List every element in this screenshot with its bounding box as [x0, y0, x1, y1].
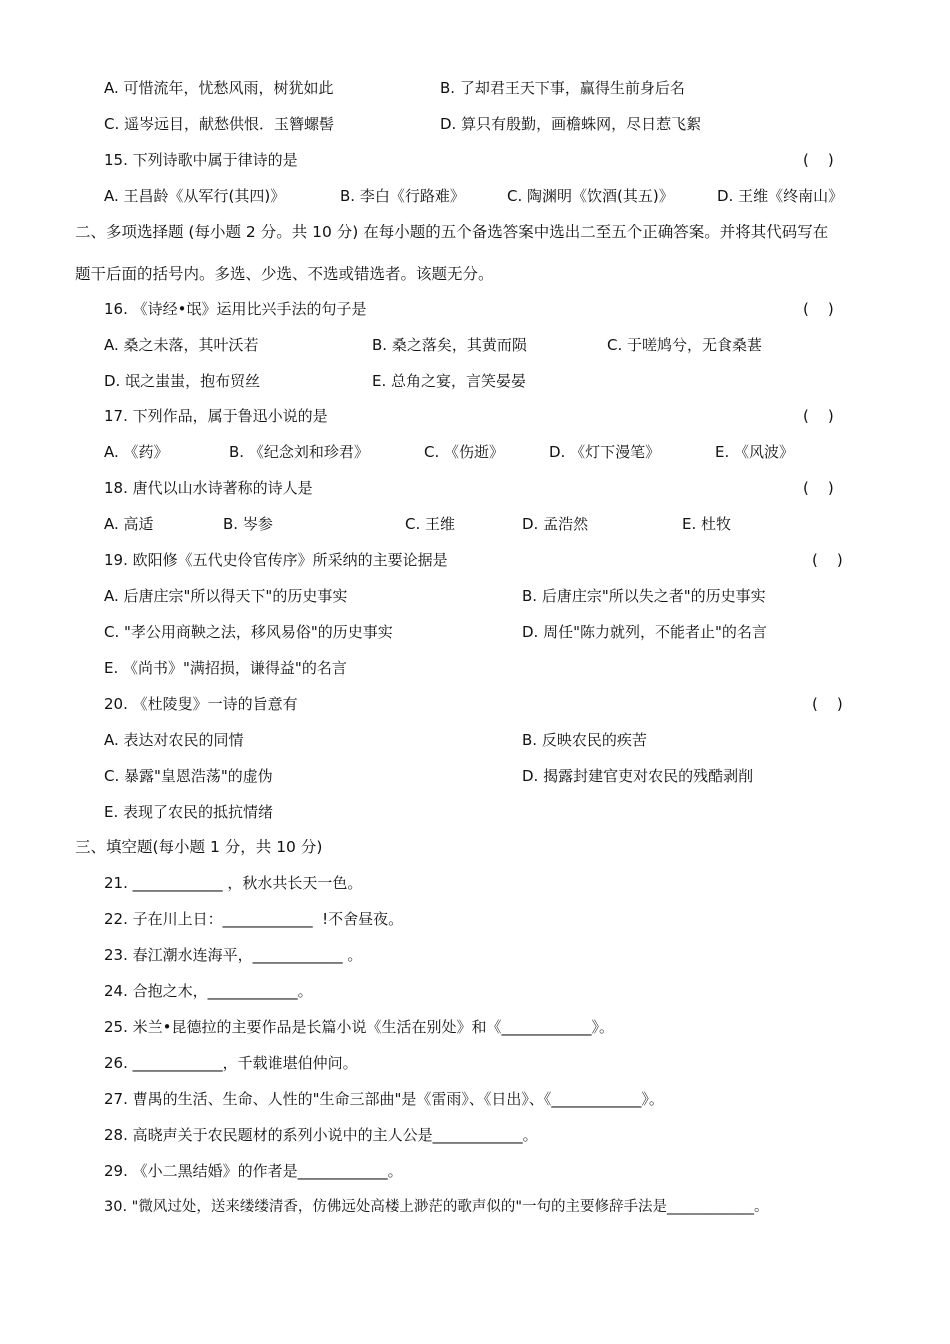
- q19-option-d: D. 周任"陈力就列，不能者止"的名言: [522, 623, 767, 641]
- q20-option-b: B. 反映农民的疾苦: [522, 731, 647, 749]
- q17-option-a: A. 《药》: [104, 443, 169, 461]
- q19-option-c: C. "孝公用商鞅之法，移风易俗"的历史事实: [104, 623, 393, 641]
- fill-question-29: 29. 《小二黑结婚》的作者是____________。: [104, 1162, 403, 1180]
- q14-option-a: A. 可惜流年，忧愁风雨，树犹如此: [104, 79, 334, 97]
- q16-option-b: B. 桑之落矣，其黄而陨: [372, 336, 527, 354]
- q18-option-d: D. 孟浩然: [522, 515, 589, 533]
- q18-stem: 18. 唐代以山水诗著称的诗人是: [104, 479, 313, 497]
- fill-question-30: 30. "微风过处，送来缕缕清香，仿佛远处高楼上渺茫的歌声似的"一句的主要修辞手法是____________。: [104, 1199, 769, 1215]
- q16-option-d: D. 氓之蚩蚩，抱布贸丝: [104, 372, 261, 390]
- q15-option-c: C. 陶渊明《饮酒(其五)》: [507, 187, 674, 205]
- q19-option-a: A. 后唐庄宗"所以得天下"的历史事实: [104, 587, 348, 605]
- q18-answer-paren[interactable]: ( ): [803, 479, 834, 497]
- q18-option-c: C. 王维: [405, 515, 456, 533]
- section-2-heading-cont: 题干后面的括号内。多选、少选、不选或错选者。该题无分。: [75, 265, 494, 283]
- q17-answer-paren[interactable]: ( ): [803, 407, 834, 425]
- q20-option-d: D. 揭露封建官吏对农民的残酷剥削: [522, 767, 754, 785]
- fill-question-28: 28. 高晓声关于农民题材的系列小说中的主人公是____________。: [104, 1126, 538, 1144]
- q16-option-e: E. 总角之宴，言笑晏晏: [372, 372, 527, 390]
- section-2-heading: 二、多项选择题 (每小题 2 分。共 10 分) 在每小题的五个备选答案中选出二至五个正确答案。并将其代码写在: [75, 223, 829, 241]
- q17-option-b: B. 《纪念刘和珍君》: [229, 443, 369, 461]
- q20-answer-paren[interactable]: ( ): [812, 695, 843, 713]
- q15-option-a: A. 王昌龄《从军行(其四)》: [104, 187, 286, 205]
- q18-option-e: E. 杜牧: [682, 515, 732, 533]
- fill-question-25: 25. 米兰•昆德拉的主要作品是长篇小说《生活在别处》和《____________》。: [104, 1018, 614, 1036]
- fill-question-24: 24. 合抱之木，____________。: [104, 982, 313, 1000]
- q17-option-c: C. 《伤逝》: [424, 443, 505, 461]
- q15-option-d: D. 王维《终南山》: [717, 187, 844, 205]
- q19-option-e: E. 《尚书》"满招损，谦得益"的名言: [104, 659, 347, 677]
- q16-option-a: A. 桑之未落，其叶沃若: [104, 336, 259, 354]
- q16-stem: 16. 《诗经•氓》运用比兴手法的句子是: [104, 300, 367, 318]
- section-3-heading: 三、填空题(每小题 1 分，共 10 分): [75, 838, 323, 856]
- q20-option-c: C. 暴露"皇恩浩荡"的虚伪: [104, 767, 273, 785]
- q15-option-b: B. 李白《行路难》: [340, 187, 465, 205]
- q19-option-b: B. 后唐庄宗"所以失之者"的历史事实: [522, 587, 766, 605]
- q14-option-b: B. 了却君王天下事，赢得生前身后名: [440, 79, 685, 97]
- fill-question-22: 22. 子在川上日：____________ !不舍昼夜。: [104, 910, 404, 928]
- q17-stem: 17. 下列作品，属于鲁迅小说的是: [104, 407, 328, 425]
- q17-option-e: E. 《风波》: [715, 443, 795, 461]
- q16-answer-paren[interactable]: ( ): [803, 300, 834, 318]
- q20-stem: 20. 《杜陵叟》一诗的旨意有: [104, 695, 298, 713]
- q18-option-b: B. 岑参: [223, 515, 273, 533]
- q19-answer-paren[interactable]: ( ): [812, 551, 843, 569]
- q20-option-e: E. 表现了农民的抵抗情绪: [104, 803, 274, 821]
- fill-question-21: 21. ____________ ，秋水共长天一色。: [104, 874, 363, 892]
- q19-stem: 19. 欧阳修《五代史伶官传序》所采纳的主要论据是: [104, 551, 448, 569]
- fill-question-27: 27. 曹禺的生活、生命、人性的"生命三部曲"是《雷雨》、《日出》、《____________》。: [104, 1090, 664, 1108]
- fill-question-26: 26. ____________，千载谁堪伯仲问。: [104, 1054, 358, 1072]
- q18-option-a: A. 高适: [104, 515, 154, 533]
- q14-option-d: D. 算只有殷勤，画檐蛛网，尽日惹飞絮: [440, 115, 702, 133]
- q16-option-c: C. 于嗟鸠兮，无食桑葚: [607, 336, 763, 354]
- q14-option-c: C. 遥岑远目，献愁供恨．玉簪螺髻: [104, 115, 335, 133]
- fill-question-23: 23. 春江潮水连海平，____________ 。: [104, 946, 363, 964]
- q15-answer-paren[interactable]: ( ): [803, 151, 834, 169]
- q17-option-d: D. 《灯下漫笔》: [549, 443, 661, 461]
- q20-option-a: A. 表达对农民的同情: [104, 731, 244, 749]
- q15-stem: 15. 下列诗歌中属于律诗的是: [104, 151, 298, 169]
